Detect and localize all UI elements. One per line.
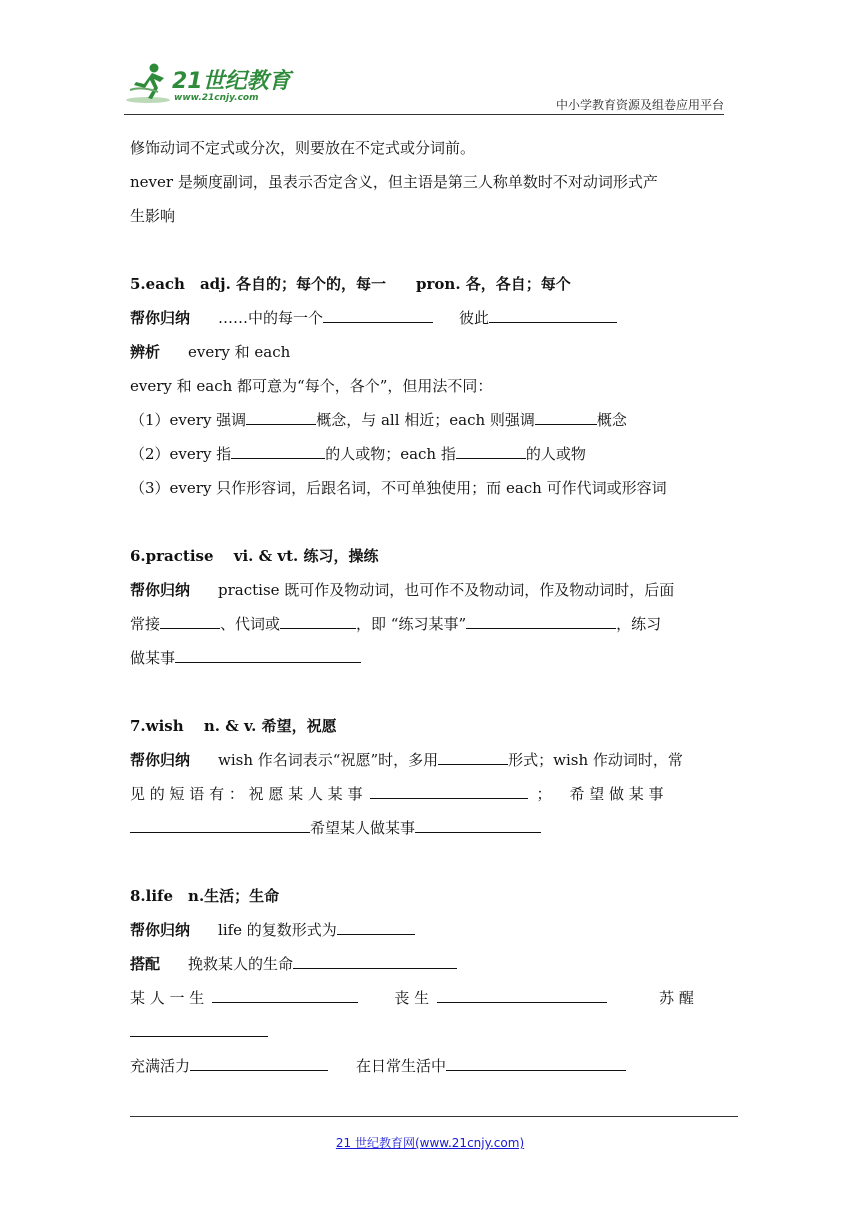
fill-blank[interactable] xyxy=(160,614,220,629)
text-span: 概念，与 all 相近；each 则强调 xyxy=(316,411,535,429)
section-heading-practise: 6.practise vi. & vt. 练习，操练 xyxy=(130,547,379,565)
text-line xyxy=(130,614,730,634)
text-line xyxy=(130,988,730,1008)
text-span: practise 既可作及物动词，也可作不及物动词，作及物动词时，后面 xyxy=(218,581,675,599)
fill-blank[interactable] xyxy=(293,954,457,969)
text-span: 在日常生活中 xyxy=(356,1057,447,1075)
text-span: 彼此 xyxy=(459,309,490,327)
text-span: 挽救某人的生命 xyxy=(188,955,294,973)
fill-blank[interactable] xyxy=(246,410,316,425)
text-span: 苏 醒 xyxy=(659,989,694,1007)
logo-text: 21世纪教育 xyxy=(172,69,291,94)
help-label: 帮你归纳 xyxy=(130,751,191,769)
fill-blank[interactable] xyxy=(456,444,526,459)
analysis-label: 辨析 xyxy=(130,343,161,361)
fill-blank[interactable] xyxy=(175,648,361,663)
fill-blank[interactable] xyxy=(130,1022,268,1037)
text-span: 做某事 xyxy=(130,649,176,667)
text-span: 的人或物；each 指 xyxy=(325,445,456,463)
text-span: every 和 each xyxy=(188,343,291,361)
text-span: 常接 xyxy=(130,615,161,633)
point-line xyxy=(130,444,730,464)
fill-blank[interactable] xyxy=(212,988,358,1003)
fill-blank[interactable] xyxy=(130,818,310,833)
fill-blank[interactable] xyxy=(231,444,325,459)
collocation-label: 搭配 xyxy=(130,955,161,973)
help-line xyxy=(130,750,730,770)
text-span: 的人或物 xyxy=(525,445,586,463)
fill-blank[interactable] xyxy=(280,614,356,629)
help-line xyxy=(130,920,730,940)
site-logo xyxy=(124,60,294,110)
fill-blank[interactable] xyxy=(438,750,508,765)
footer-divider xyxy=(130,1116,738,1117)
text-span: （2）every 指 xyxy=(130,445,232,463)
text-span: 某 人 一 生 xyxy=(130,989,205,1007)
text-span: 希望某人做某事 xyxy=(310,819,416,837)
text-line xyxy=(130,818,730,838)
collocation-line xyxy=(130,954,730,974)
footer-link[interactable]: 21 世纪教育网(www.21cnjy.com) xyxy=(335,1136,525,1150)
fill-blank[interactable] xyxy=(337,920,415,935)
logo-url: www.21cnjy.com xyxy=(174,93,259,103)
runner-logo-icon xyxy=(124,60,172,108)
text-line xyxy=(130,1056,730,1076)
text-line: （3）every 只作形容词，后跟名词，不可单独使用；而 each 可作代词或形容词 xyxy=(130,479,667,497)
header-platform-text: 中小学教育资源及组卷应用平台 xyxy=(555,98,724,112)
text-span: 概念 xyxy=(596,411,627,429)
text-span: ，即 “练习某事” xyxy=(356,615,467,633)
fill-blank[interactable] xyxy=(370,784,528,799)
text-span: 、代词或 xyxy=(220,615,281,633)
text-span: ，练习 xyxy=(616,615,662,633)
header-divider xyxy=(124,114,724,115)
text-line xyxy=(130,648,730,668)
fill-blank[interactable] xyxy=(535,410,597,425)
fill-blank[interactable] xyxy=(446,1056,626,1071)
text-span: 充满活力 xyxy=(130,1057,191,1075)
section-heading-life: 8.life n.生活；生命 xyxy=(130,887,280,905)
text-line xyxy=(130,1022,730,1042)
text-span: life 的复数形式为 xyxy=(218,921,337,939)
page-header xyxy=(0,0,860,120)
text-span: 希 望 做 某 事 xyxy=(569,785,664,803)
fill-blank[interactable] xyxy=(323,308,433,323)
point-line xyxy=(130,410,730,430)
text-line: 生影响 xyxy=(130,207,176,225)
analysis-line xyxy=(130,342,730,362)
text-span: 见 的 短 语 有 ： 祝 愿 某 人 某 事 xyxy=(130,785,363,803)
help-label: 帮你归纳 xyxy=(130,921,191,939)
fill-blank[interactable] xyxy=(437,988,607,1003)
text-line: every 和 each 都可意为“每个，各个”，但用法不同： xyxy=(130,377,493,395)
text-span: 丧 生 xyxy=(394,989,430,1007)
text-span: wish 作名词表示“祝愿”时，多用 xyxy=(218,751,439,769)
help-label: 帮你归纳 xyxy=(130,309,191,327)
text-span: （1）every 强调 xyxy=(130,411,247,429)
help-label: 帮你归纳 xyxy=(130,581,191,599)
help-line xyxy=(130,580,730,600)
section-heading-each: 5.each adj. 各自的；每个的，每一 pron. 各，各自；每个 xyxy=(130,275,571,293)
text-span: 形式；wish 作动词时，常 xyxy=(508,751,683,769)
fill-blank[interactable] xyxy=(415,818,541,833)
text-line: never 是频度副词，虽表示否定含义，但主语是第三人称单数时不对动词形式产 xyxy=(130,173,658,191)
text-line xyxy=(130,784,730,804)
fill-blank[interactable] xyxy=(190,1056,328,1071)
text-span: ； xyxy=(536,785,552,803)
help-line xyxy=(130,308,730,328)
fill-blank[interactable] xyxy=(466,614,616,629)
text-span: ……中的每一个 xyxy=(218,309,324,327)
text-line: 修饰动词不定式或分次，则要放在不定式或分词前。 xyxy=(130,139,476,157)
section-heading-wish: 7.wish n. & v. 希望，祝愿 xyxy=(130,717,337,735)
fill-blank[interactable] xyxy=(489,308,617,323)
